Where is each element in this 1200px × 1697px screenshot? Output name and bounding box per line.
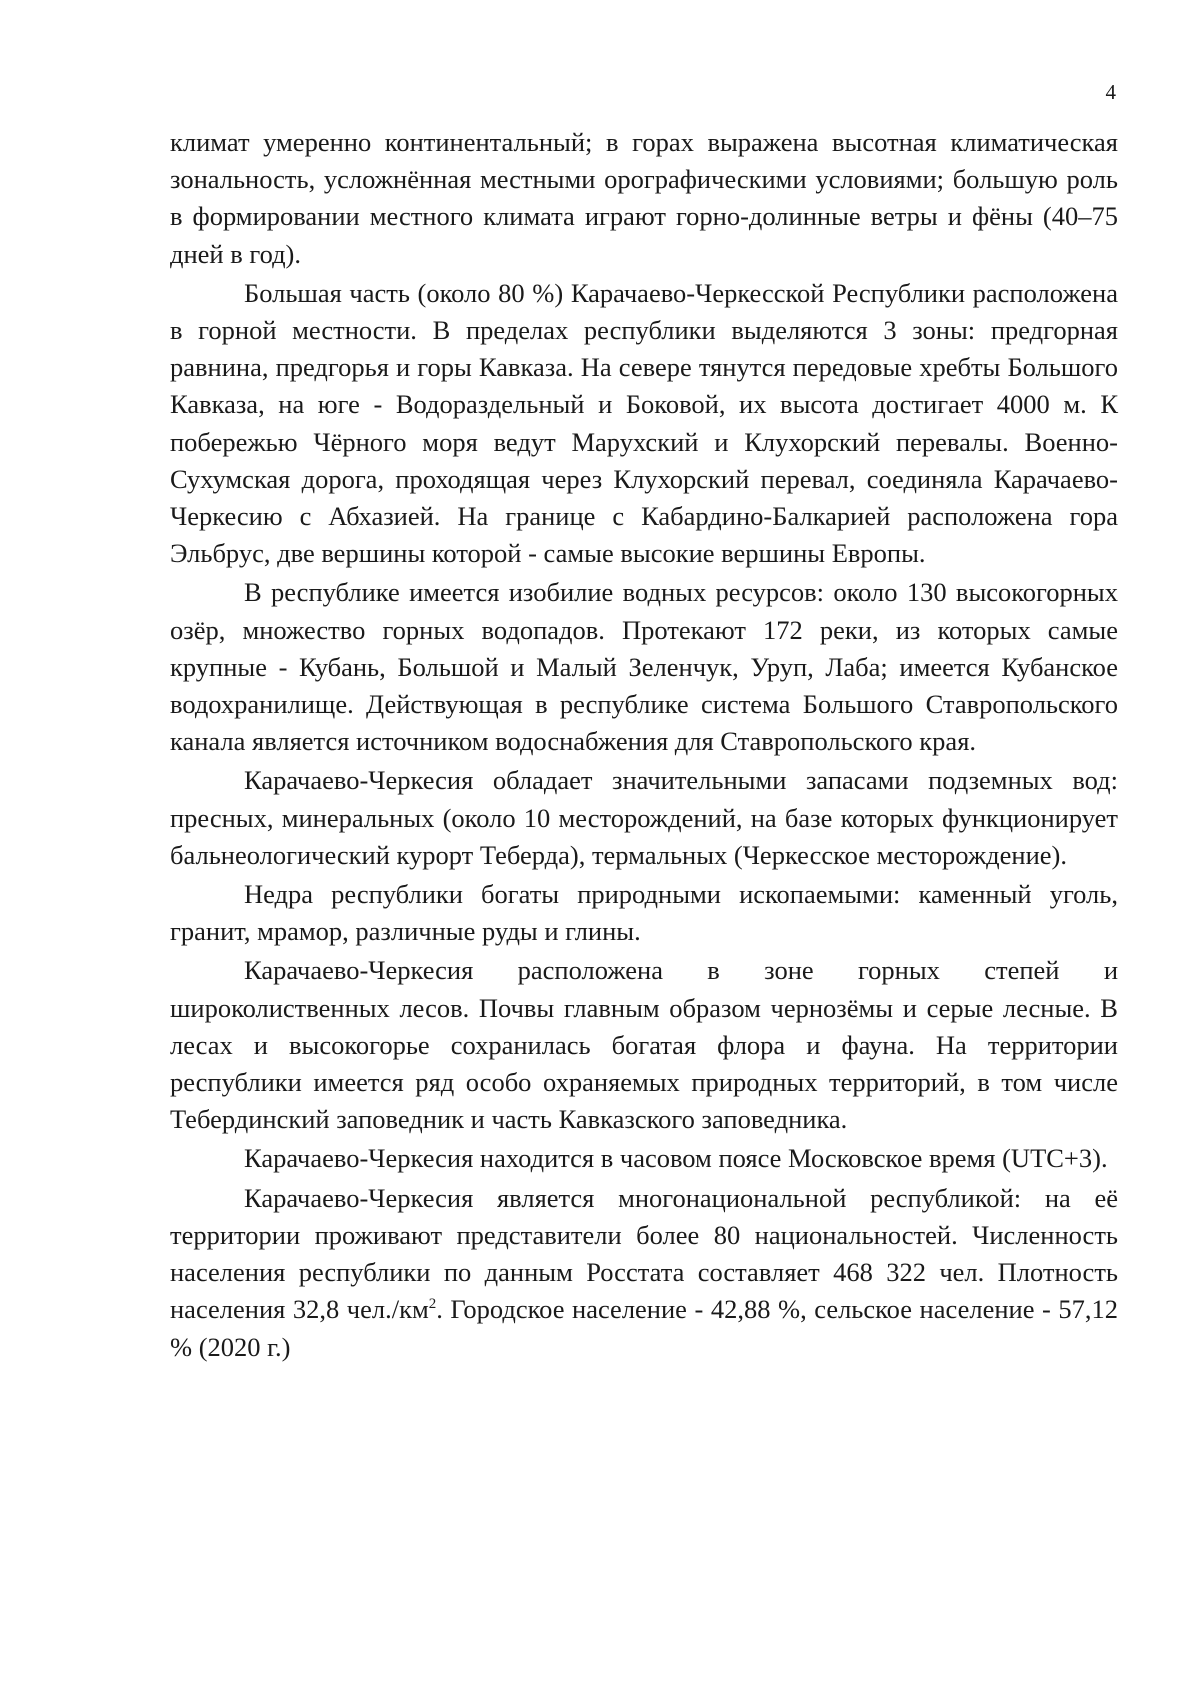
population-text-before: Карачаево-Черкесия является многонациональной республикой: на её территории проживают представители более 80 национальностей. Численность населения республики по данным Росстата составляет 468 322 чел. Плотность населения 32,8 чел./км: [170, 1182, 1118, 1325]
paragraph-water-resources: В республике имеется изобилие водных ресурсов: около 130 высокогорных озёр, множество горных водопадов. Протекают 172 реки, из которых самые крупные - Кубань, Большой и Малый Зеленчук, Уруп, Лаба; имеется Кубанское водохранилище. Действующая в республике система Большого Ставропольского канала является источником водоснабжения для Ставропольского края.: [170, 577, 1118, 757]
paragraph-relief: Большая часть (около 80 %) Карачаево-Черкесской Республики расположена в горной местности. В пределах республики выделяются 3 зоны: предгорная равнина, предгорья и горы Кавказа. На севере тянутся передовые хребты Большого Кавказа, на юге - Водораздельный и Боковой, их высота достигает 4000 м. К побережью Чёрного моря ведут Марухский и Клухорский перевалы. Военно-Сухумская дорога, проходящая через Клухорский перевал, соединяла Карачаево-Черкесию с Абхазией. На границе с Кабардино-Балкарией расположена гора Эльбрус, две вершины которой - самые высокие вершины Европы.: [170, 277, 1118, 569]
page-number: 4: [1105, 80, 1116, 104]
paragraph-minerals: Недра республики богаты природными ископаемыми: каменный уголь, гранит, мрамор, различные руды и глины.: [170, 879, 1118, 947]
paragraph-climate: климат умеренно континентальный; в горах выражена высотная климатическая зональность, усложнённая местными орографическими условиями; большую роль в формировании местного климата играют горно-долинные ветры и фёны (40–75 дней в год).: [170, 127, 1118, 269]
paragraph-flora-fauna: Карачаево-Черкесия расположена в зоне горных степей и широколиственных лесов. Почвы главным образом чернозёмы и серые лесные. В лесах и высокогорье сохранилась богатая флора и фауна. На территории республики имеется ряд особо охраняемых природных территорий, в том числе Тебердинский заповедник и часть Кавказского заповедника.: [170, 955, 1118, 1135]
population-text-after: . Городское население - 42,88 %, сельское население - 57,12 % (2020 г.): [170, 1294, 1118, 1362]
paragraph-groundwater: Карачаево-Черкесия обладает значительными запасами подземных вод: пресных, минеральных (около 10 месторождений, на базе которых функционирует бальнеологический курорт Теберда), термальных (Черкесское месторождение).: [170, 765, 1118, 870]
paragraph-population: [170, 1180, 1118, 1366]
document-body: [170, 124, 1118, 1368]
population-superscript: 2: [428, 1296, 437, 1313]
paragraph-time-zone: Карачаево-Черкесия находится в часовом поясе Московское время (UTC+3).: [244, 1143, 1108, 1174]
